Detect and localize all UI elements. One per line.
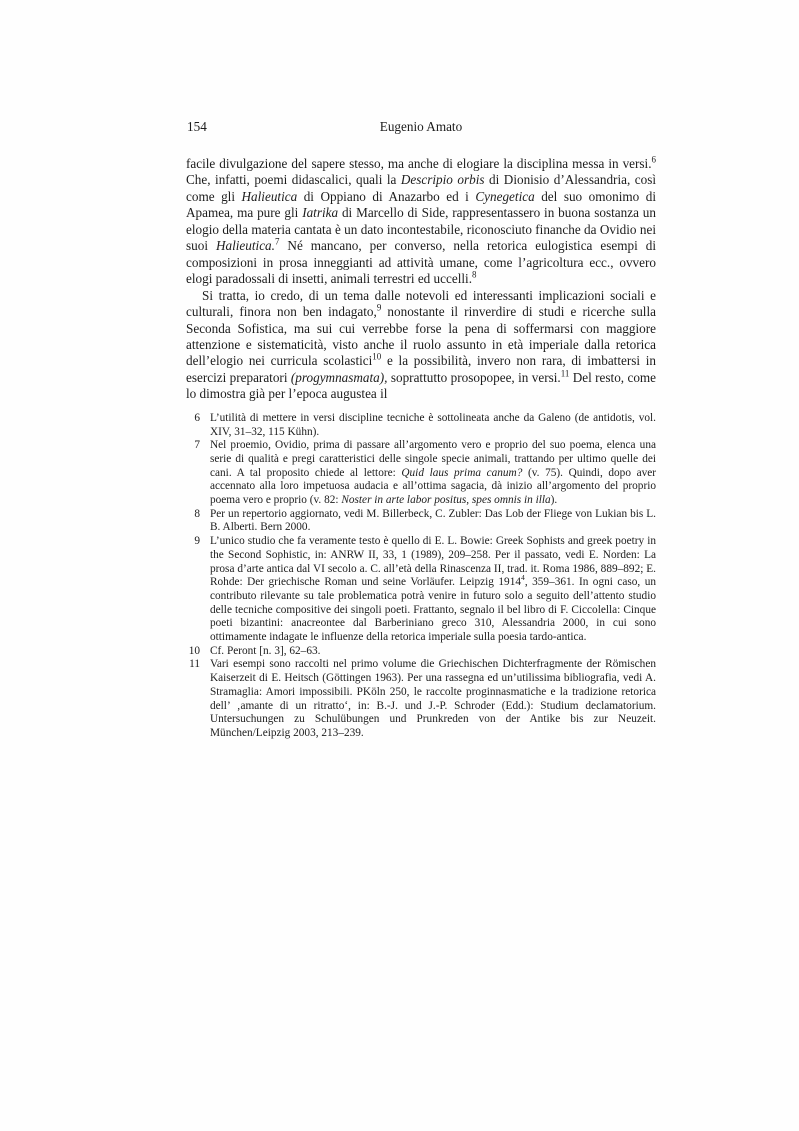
italic-run: Halieutica [241,188,298,204]
footnote-marker: 7 [274,236,280,247]
text-run: nonostante il rinverdire di studi e ricerche sulla Seconda Sofistica, ma sui cui verrebbe forse la pena di soffermarsi con maggiore attenzione e sistematicità, visto anche il ruolo assunto in età imperiale dalla retorica dell’elogio nei curricula scolastici [186,304,656,369]
footnote-number: 9 [194,535,200,548]
text-run: , 359–361. In ogni caso, un contributo rilevante su tale problematica potrà venire in futuro solo a seguito dell’attento studio delle tecniche compositive dei singoli poeti. Frattanto, segnalo il bel libro di F. Ciccolella: Cinque poeti bizantini: anacreontee dal Barberiniano greco 310, Alessandria 2000, in cui sono ottimamente indagate le influenze della retorica imperiale sulla poesia tardo-antica. [210,576,657,644]
footnote-text [210,645,656,659]
text-run: e la possibilità, invero non rara, di imbattersi in esercizi preparatori [186,353,657,385]
italic-run: Iatrika [302,205,339,221]
footnote-text [210,508,656,535]
text-column [186,118,656,741]
footnote-marker: 11 [560,368,570,379]
italic-run: (progymnasmata), [290,369,388,385]
footnote [186,535,656,645]
italic-run: Noster in arte labor positus, spes omnis in illa [341,494,551,507]
text-run: soprattutto prosopopee, in versi. [387,369,561,385]
italic-run: Descripio orbis [400,172,485,188]
text-run: di Dionisio d’Alessandria, così come gli [186,172,657,204]
text-run: Si tratta, io credo, di un tema dalle notevoli ed interessanti implicazioni sociali e culturali, finora non ben indagato, [186,287,656,320]
footnote [186,439,656,508]
text-run: Nel proemio, Ovidio, prima di passare all’argomento vero e proprio del suo poema, elenca una serie di qualità e pregi caratteristici delle singole specie animali, trattando per ultimo quelle dei cani. A tal proposito chiede al lettore: [210,439,656,479]
footnote [186,658,656,740]
text-run: ). [550,494,558,507]
text-run: di Marcello di Side, rappresentassero in buona sostanza un elogio della materia cantata è un dato incontestabile, riconosciuto finanche da Ovidio nei suoi [186,205,656,254]
text-run: L’utilità di mettere in versi discipline tecniche è sottolineata anche da Galeno (de antidotis, vol. XIV, 31–32, 115 Kühn). [210,411,656,438]
footnote [186,645,656,659]
footnote-marker: 8 [472,269,477,280]
paragraph [186,288,656,403]
footnote [186,412,656,439]
footnote-marker: 10 [372,352,382,363]
footnote-number: 6 [194,411,200,424]
footnote-text [210,439,656,508]
footnote-number: 10 [188,644,200,657]
footnote-marker: 4 [521,573,525,583]
text-run: facile divulgazione del sapere stesso, ma anche di elogiare la disciplina messa in versi. [186,156,652,171]
footnotes-block [186,412,656,741]
italic-run: Cynegetica [475,188,535,204]
paragraph [186,156,656,288]
footnote-marker: 9 [376,302,382,313]
text-run: Vari esempi sono raccolti nel primo volume die Griechischen Dichterfragmente der Römischen Kaiserzeit di E. Heitsch (Göttingen 1963). Per una rassegna ed un’utilissima bibliografia, vedi A. Stramaglia: Amori impossibili. PKöln 250, le raccolte proginnasmatiche e la tradizione retorica dell’ ‚amante di un ritratto‘, in: B.-J. und J.-P. Schroder (Edd.): Studium declamatorium. Untersuchungen zu Schulübungen und Prunkreden von der Antike bis zur Neuzeit. München/Leipzig 2003, 213–239. [210,658,656,739]
footnote-text [210,658,656,740]
footnote-text [210,412,656,439]
text-run: (v. 75). Quindi, dopo aver accennato alla loro impetuosa audacia e all’ottima sagacia, dà inizio all’argomento del proprio poema vero e proprio (v. 82: [210,466,657,507]
text-run: Cf. Peront [n. 3], 62–63. [210,644,321,657]
footnote-marker: 6 [651,154,656,165]
text-run: di Oppiano di Anazarbo ed i [297,188,476,204]
text-run: Per un repertorio aggiornato, vedi M. Billerbeck, C. Zubler: Das Lob der Fliege von Lukian bis L. B. Alberti. Bern 2000. [210,507,656,534]
footnote-number: 7 [194,439,200,452]
footnote [186,508,656,535]
text-run: L’unico studio che fa veramente testo è quello di E. L. Bowie: Greek Sophists and greek poetry in the Second Sophistic, in: ANRW II, 33, 1 (1989), 209–258. Per il passato, vedi E. Norden: La prosa d’arte antica dal VI secolo a. C. all’età della Rinascenza II, trad. it. Roma 1986, 889–892; E. Rohde: Der griechische Roman und seine Vorläufer. Leipzig 1914 [210,535,656,589]
italic-run: Halieutica. [215,238,275,254]
italic-run: Quid laus prima canum? [401,466,523,479]
text-run: del suo omonimo di Apamea, ma pure gli [186,188,656,221]
body-text [186,156,656,403]
footnote-number: 11 [189,658,200,671]
text-run: Né mancano, per converso, nella retorica eulogistica esempi di composizioni in prosa inneggianti ad attività umane, come l’agricoltura ecc., ovvero elogi paradossali di insetti, animali terrestri ed uccelli. [186,238,656,287]
footnote-number: 8 [194,507,200,520]
text-run: Che, infatti, poemi didascalici, quali la [186,172,401,188]
text-run: Del resto, come lo dimostra già per l’epoca augustea il [186,369,657,402]
footnote-text [210,535,656,645]
running-title: Eugenio Amato [379,119,463,134]
page-header [186,118,656,135]
page-number: 154 [187,119,207,134]
